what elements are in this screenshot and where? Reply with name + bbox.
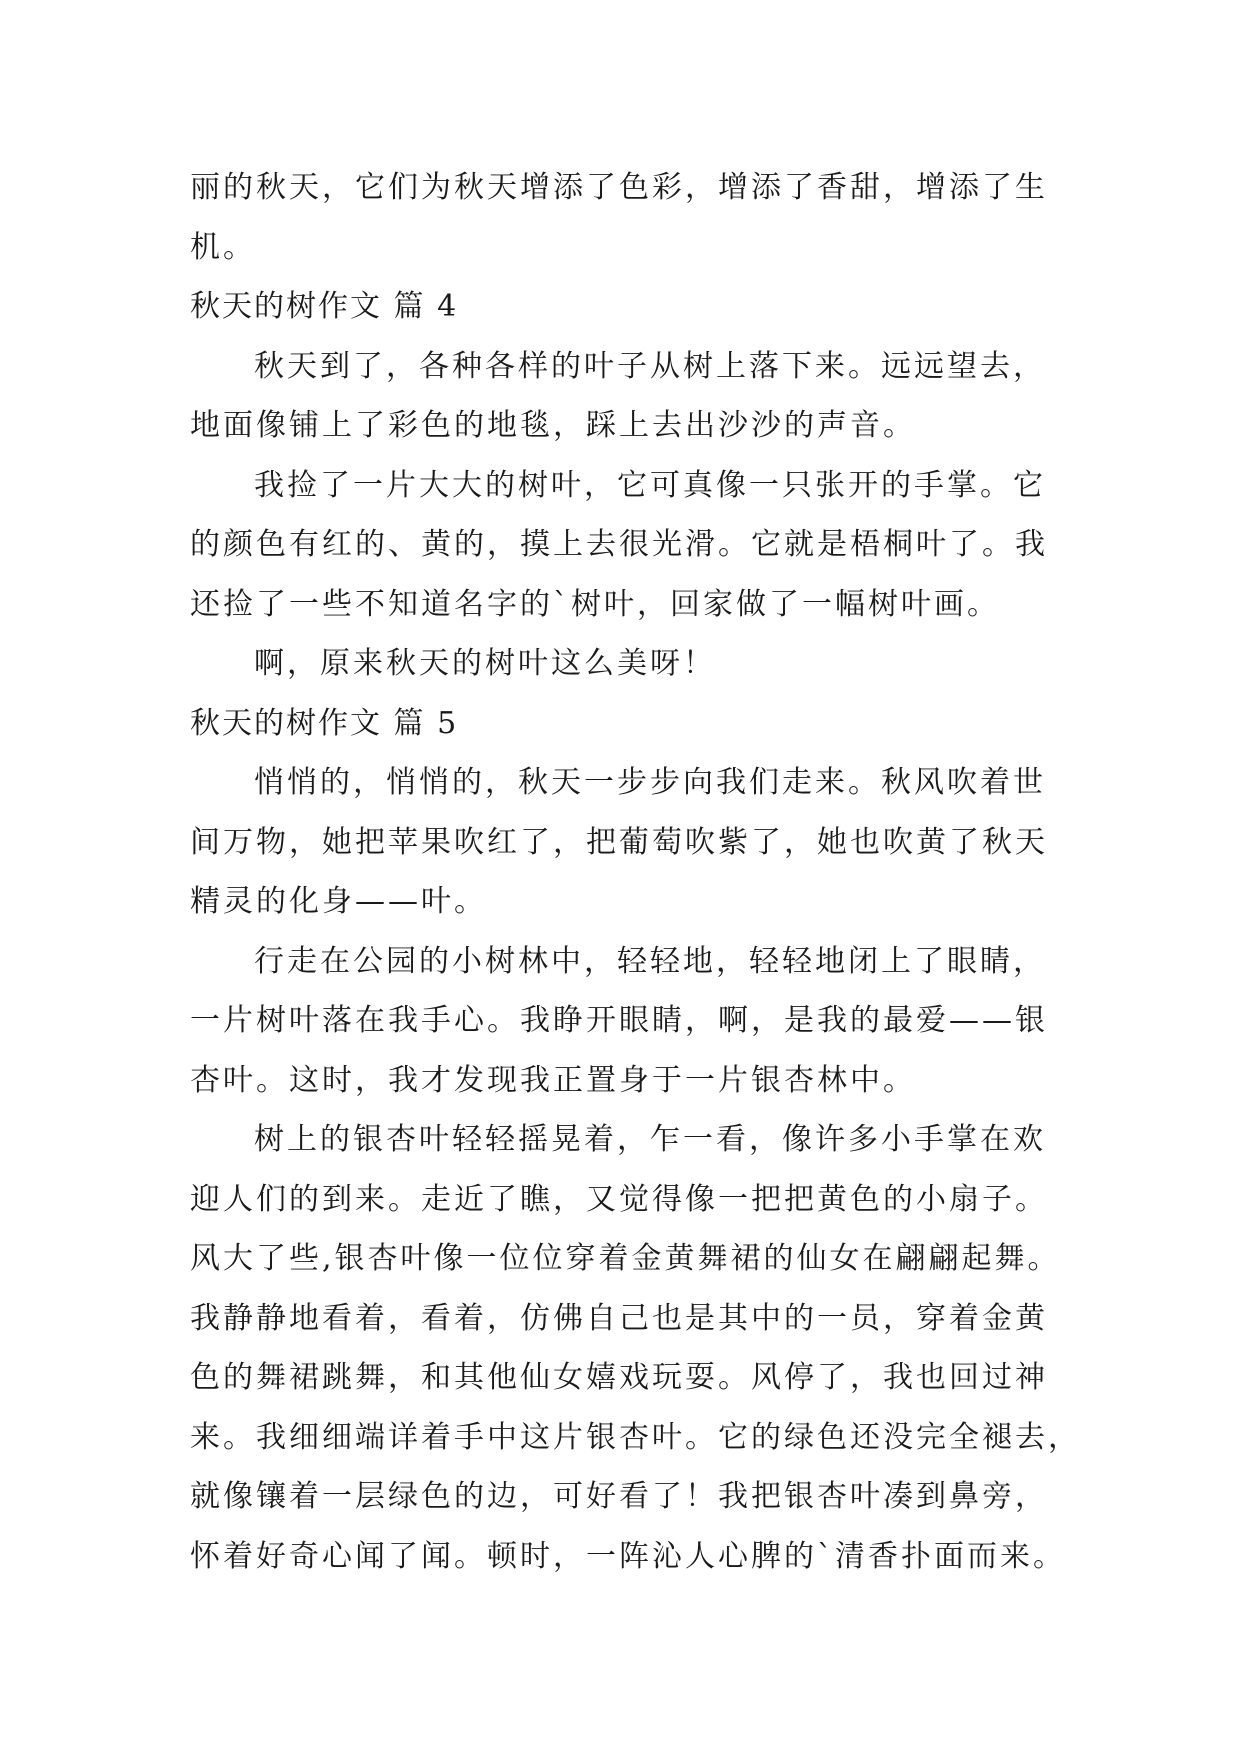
text-line: 丽的秋天，它们为秋天增添了色彩，增添了香甜，增添了生 [190,170,1048,205]
paragraph-start: 我捡了一片大大的树叶，它可真像一只张开的手掌。它 [254,467,1046,503]
text-line: 的颜色有红的、黄的，摸上去很光滑。它就是梧桐叶了。我 [190,527,1048,562]
paragraph-start: 行走在公园的小树林中，轻轻地，轻轻地闭上了眼睛， [254,943,1046,979]
section-heading: 秋天的树作文 篇 4 [190,289,459,324]
text-line: 就像镶着一层绿色的边，可好看了！我把银杏叶凑到鼻旁， [190,1479,1048,1514]
paragraph-start: 悄悄的，悄悄的，秋天一步步向我们走来。秋风吹着世 [254,765,1046,800]
text-line: 一片树叶落在我手心。我睁开眼睛，啊，是我的最爱——银 [190,1003,1048,1038]
document-page [190,158,1081,1586]
paragraph-start: 树上的银杏叶轻轻摇晃着，乍一看，像许多小手掌在欢 [254,1122,1046,1157]
paragraph-start: 啊，原来秋天的树叶这么美呀！ [254,646,716,681]
text-line: 风大了些,银杏叶像一位位穿着金黄舞裙的仙女在翩翩起舞。 [190,1241,1061,1276]
text-line: 地面像铺上了彩色的地毯，踩上去出沙沙的声音。 [190,408,916,443]
text-line: 迎人们的到来。走近了瞧，又觉得像一把把黄色的小扇子。 [190,1181,1048,1217]
section-heading: 秋天的树作文 篇 5 [190,705,459,741]
text-line: 来。我细细端详着手中这片银杏叶。它的绿色还没完全褪去， [190,1419,1081,1455]
text-line: 间万物，她把苹果吹红了，把葡萄吹紫了，她也吹黄了秋天 [190,824,1048,860]
text-line: 精灵的化身——叶。 [190,884,487,919]
text-line: 杏叶。这时，我才发现我正置身于一片银杏林中。 [190,1062,916,1098]
text-line: 机。 [190,229,256,265]
text-line: 色的舞裙跳舞，和其他仙女嬉戏玩耍。风停了，我也回过神 [190,1360,1048,1395]
text-line: 还捡了一些不知道名字的`树叶，回家做了一幅树叶画。 [190,586,1000,622]
text-line: 怀着好奇心闻了闻。顿时，一阵沁人心脾的`清香扑面而来。 [190,1538,1066,1574]
text-line: 我静静地看着，看着，仿佛自己也是其中的一员，穿着金黄 [190,1300,1048,1336]
paragraph-start: 秋天到了，各种各样的叶子从树上落下来。远远望去， [254,348,1046,384]
